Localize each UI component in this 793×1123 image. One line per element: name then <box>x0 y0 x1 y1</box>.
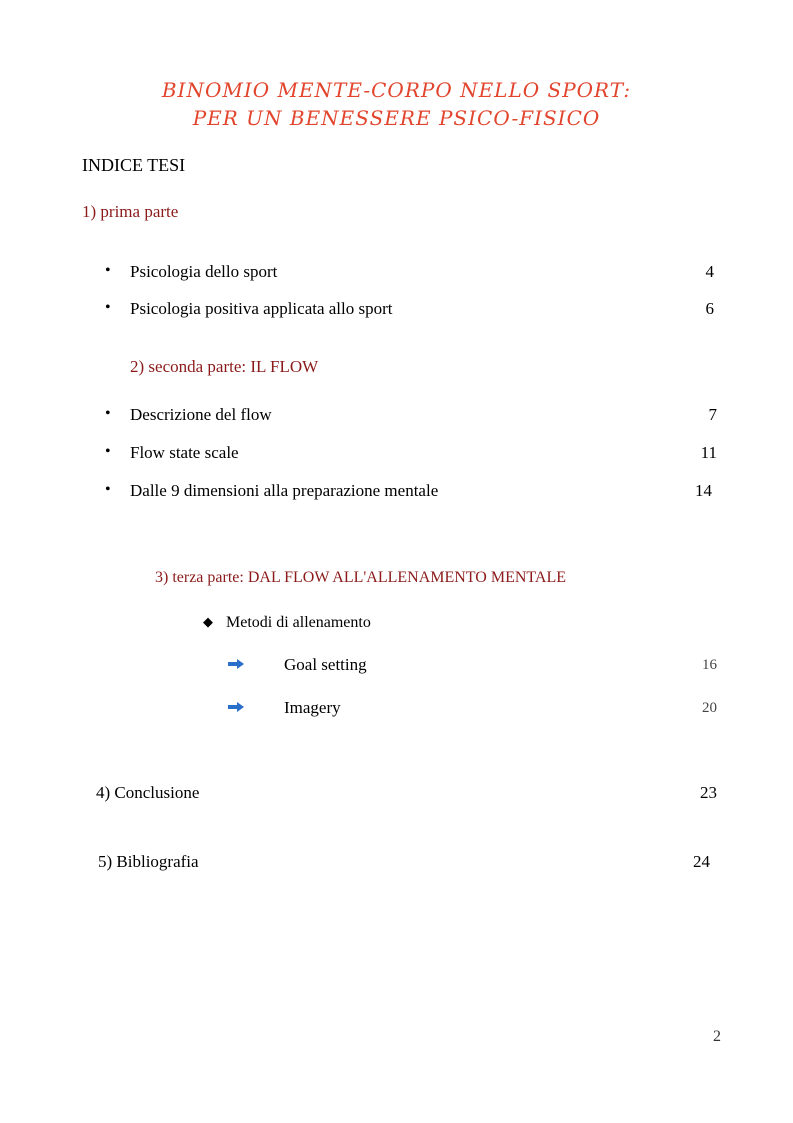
toc-entry-label: Dalle 9 dimensioni alla preparazione mentale <box>130 481 439 500</box>
bullet-icon: • <box>105 481 111 498</box>
bullet-icon: • <box>105 405 111 422</box>
toc-entry-label: Imagery <box>284 698 341 717</box>
part3-heading: 3) terza parte: DAL FLOW ALL'ALLENAMENTO MENTALE <box>155 569 566 586</box>
bibliography-label: 5) Bibliografia <box>98 852 199 871</box>
toc-entry-page: 20 <box>702 700 717 716</box>
bullet-icon: • <box>105 299 111 316</box>
toc-entry-label: Descrizione del flow <box>130 405 272 424</box>
arrow-right-icon <box>228 659 244 669</box>
conclusion-page: 23 <box>700 783 717 802</box>
toc-entry-page: 14 <box>695 481 712 500</box>
part3-subheading: Metodi di allenamento <box>226 614 371 631</box>
title-line-2: PER UN BENESSERE PSICO-FISICO <box>192 106 601 130</box>
part2-heading: 2) seconda parte: IL FLOW <box>130 357 319 376</box>
conclusion-label: 4) Conclusione <box>96 783 200 802</box>
toc-entry-page: 11 <box>700 443 717 462</box>
index-heading: INDICE TESI <box>82 155 186 175</box>
toc-entry-page: 7 <box>708 405 717 424</box>
bullet-icon: • <box>105 443 111 460</box>
diamond-bullet-icon: ◆ <box>203 614 213 629</box>
bullet-icon: • <box>105 262 111 279</box>
arrow-right-icon <box>228 702 244 712</box>
page-number: 2 <box>713 1028 721 1045</box>
toc-entry-label: Psicologia dello sport <box>130 262 278 281</box>
toc-entry-page: 4 <box>705 262 714 281</box>
title-line-1: BINOMIO MENTE-CORPO NELLO SPORT: <box>161 78 632 102</box>
bibliography-page: 24 <box>693 852 710 871</box>
toc-entry-label: Goal setting <box>284 655 367 674</box>
toc-entry-page: 6 <box>705 299 714 318</box>
part1-heading: 1) prima parte <box>82 202 179 221</box>
toc-entry-label: Psicologia positiva applicata allo sport <box>130 299 393 318</box>
toc-entry-label: Flow state scale <box>130 443 239 462</box>
toc-entry-page: 16 <box>702 657 717 673</box>
